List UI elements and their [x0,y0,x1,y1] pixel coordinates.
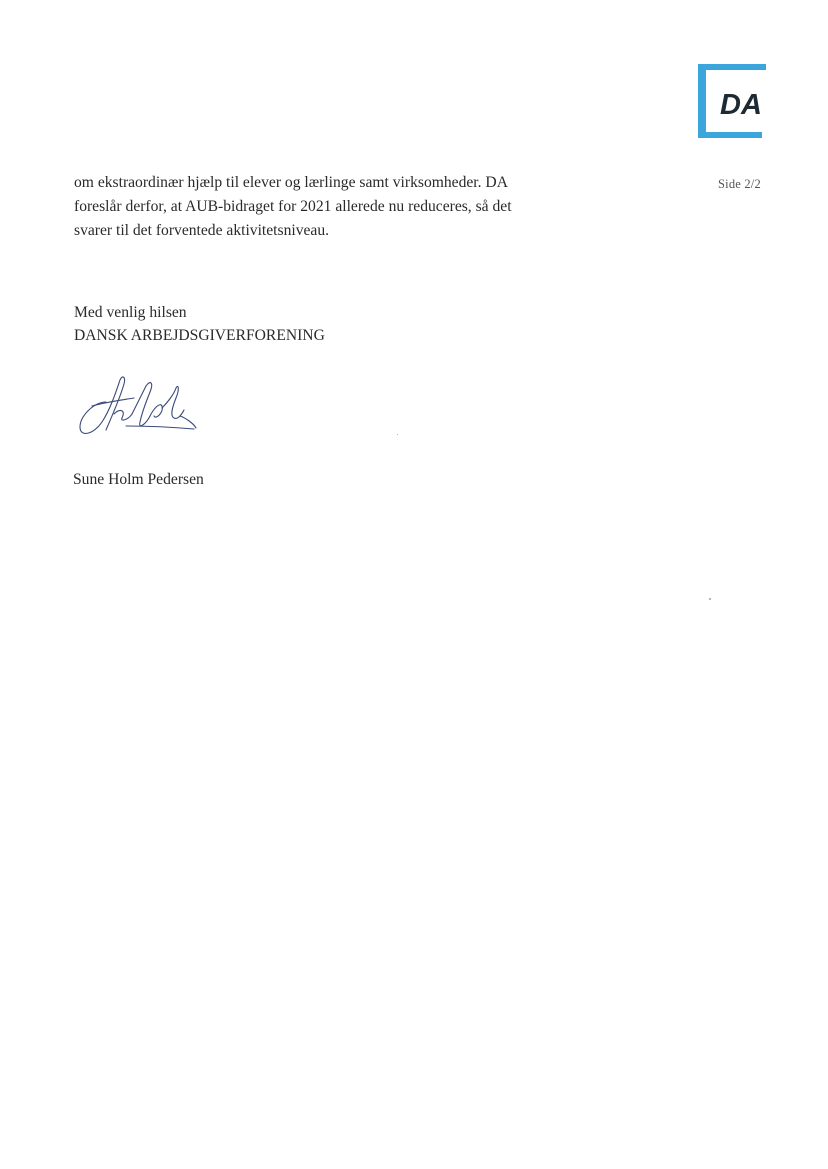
organization-name: DANSK ARBEJDSGIVERFORENING [74,327,325,344]
page-number: Side 2/2 [718,177,761,191]
signer-name: Sune Holm Pedersen [73,471,204,488]
signature [76,372,200,442]
body-line: svarer til det forventede aktivitetsniveau. [74,222,330,239]
body-line: foreslår derfor, at AUB-bidraget for 2021 allerede nu reduceres, så det [74,198,512,215]
signature-icon [76,372,200,442]
scan-speck [397,434,398,435]
logo-text: DA [720,89,762,121]
body-line: om ekstraordinær hjælp til elever og lærlinge samt virksomheder. DA [74,174,508,191]
da-logo [698,64,766,138]
greeting: Med venlig hilsen [74,304,187,321]
scan-speck [709,598,711,600]
closing-block [74,301,325,347]
body-paragraph [74,171,574,243]
da-logo-icon [698,64,766,138]
